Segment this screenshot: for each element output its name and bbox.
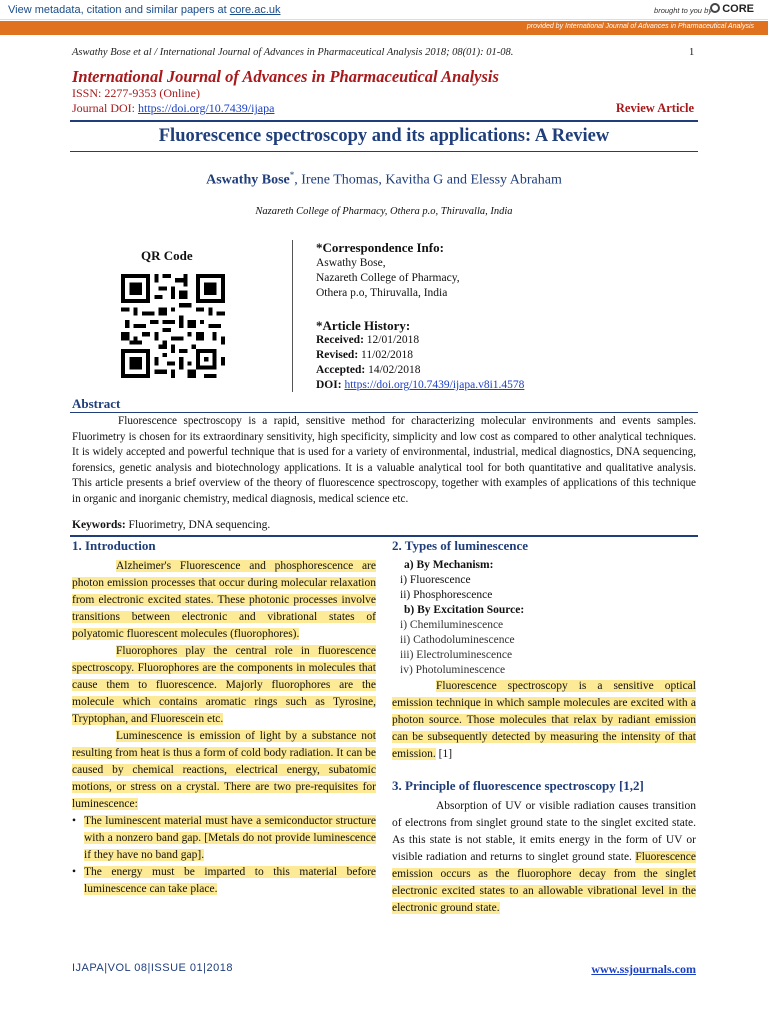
- paper-title: Fluorescence spectroscopy and its applications: A Review: [158, 126, 610, 146]
- article-doi-link[interactable]: https://doi.org/10.7439/ijapa.v8i1.4578: [344, 379, 525, 391]
- journal-doi: Journal DOI: https://doi.org/10.7439/ijapa: [72, 101, 275, 115]
- corresponding-mark: *: [289, 170, 295, 180]
- abstract-rule: [70, 412, 698, 413]
- author-list: Aswathy Bose*, Irene Thomas, Kavitha G and Elessy Abraham: [206, 170, 562, 188]
- journal-title: International Journal of Advances in Pharmaceutical Analysis: [72, 67, 499, 86]
- lead-author: Aswathy Bose: [206, 172, 290, 188]
- list-item: iii) Electroluminescence: [400, 649, 513, 661]
- right-column: [392, 537, 696, 917]
- list-item: ii) Phosphorescence: [400, 589, 493, 601]
- types-paragraph: Fluorescence spectroscopy is a sensitive optical emission technique in which sample molecules are excited with a photon source. Those molecules that relax by radiant emission can be subsequently detected by measuring the intensity of that emission. [1]: [392, 680, 696, 760]
- history-accepted: Accepted: 14/02/2018: [316, 364, 421, 376]
- bullet-icon: •: [72, 815, 77, 827]
- page-number: 1: [689, 47, 695, 58]
- correspondence-line: Aswathy Bose,: [316, 257, 386, 269]
- history-doi: DOI: https://doi.org/10.7439/ijapa.v8i1.4578: [316, 379, 525, 391]
- core-logo[interactable]: CORE: [710, 3, 754, 15]
- mechanism-heading: a) By Mechanism:: [404, 559, 494, 571]
- abstract-body: Fluorescence spectroscopy is a rapid, sensitive method for characterizing molecular environments and events samples. Fluorimetry is chosen for its extraordinary sensitivity, high specificity, simplicity and low cost as compared to other analytical techniques. It is widely accepted and powerful technique that is used for a variety of environmental, industrial, medical diagnostics, DNA sequencing, forensics, genetic analysis and biotechnology applications. It is a valuable analytical tool for both quantitative and qualitative analysis. This article presents a brief overview of the theory of fluorescence spectroscopy, together with examples of applications of this technique in organic and inorganic chemistry, medical diagnosis, medical science etc.: [72, 415, 696, 505]
- principle-paragraph: Absorption of UV or visible radiation causes transition of electrons from singlet ground state to the singlet excited state. As this state is not stable, it emits energy in the form of UV or visible radiation and returns to singlet ground state. Fluorescence emission occurs as the fluorophore decay from the singlet electronic excited states to an allowable vibrational level in the electronic ground state.: [392, 800, 696, 914]
- history-revised: Revised: 11/02/2018: [316, 349, 414, 361]
- correspondence-line: Othera p.o, Thiruvalla, India: [316, 287, 448, 299]
- running-head: Aswathy Bose et al / International Journal of Advances in Pharmaceutical Analysis 2018; 08(01): 01-08.: [72, 47, 514, 58]
- bullet-icon: •: [72, 866, 77, 878]
- footer-journal-issue: IJAPA|VOL 08|ISSUE 01|2018: [72, 962, 233, 974]
- intro-paragraph-3: Luminescence is emission of light by a substance not resulting from heat is thus a form of cold body radiation. It can be caused by chemical reactions, electrical energy, subatomic motions, or stress on a crystal. There are two pre-requisites for luminescence:: [72, 730, 376, 810]
- affiliation: Nazareth College of Pharmacy, Othera p.o, Thiruvalla, India: [255, 206, 513, 217]
- correspondence-line: Nazareth College of Pharmacy,: [316, 272, 460, 284]
- list-item: • The energy must be imparted to this material before luminescence can take place.: [72, 866, 376, 895]
- intro-paragraph-2: Fluorophores play the central role in fluorescence spectroscopy. Fluorophores are the components in molecules that cause them to fluorescence. Majorly fluorophores are the molecule which contains aromatic rings such as Tyrosine, Tryptophan, and Fluorescein etc.: [72, 645, 376, 725]
- provided-by-bar: [0, 21, 768, 35]
- journal-issn: ISSN: 2277-9353 (Online): [72, 86, 200, 100]
- provided-by-text[interactable]: provided by International Journal of Advances in Pharmaceutical Analysis: [526, 23, 754, 30]
- qr-code-image: [121, 271, 225, 381]
- history-heading: *Article History:: [316, 318, 411, 333]
- list-item: i) Fluorescence: [400, 574, 471, 586]
- info-divider: [292, 240, 293, 392]
- qr-label: QR Code: [141, 248, 193, 263]
- article-type: Review Article: [615, 101, 694, 115]
- footer-website-link[interactable]: www.ssjournals.com: [591, 962, 696, 976]
- left-column: [72, 537, 376, 898]
- title-rule: [70, 151, 698, 152]
- journal-doi-link[interactable]: https://doi.org/10.7439/ijapa: [138, 101, 275, 115]
- history-received: Received: 12/01/2018: [316, 334, 420, 346]
- core-banner: [0, 0, 768, 20]
- list-item: • The luminescent material must have a semiconductor structure with a nonzero band gap. [Metals do not provide luminescence if they have no band gap].: [72, 815, 376, 861]
- list-item: ii) Cathodoluminescence: [400, 634, 515, 646]
- section-heading-types: 2. Types of luminescence: [392, 538, 529, 553]
- list-item: i) Chemiluminescence: [400, 619, 504, 631]
- correspondence-heading: *Correspondence Info:: [316, 240, 444, 255]
- core-metadata-link[interactable]: View metadata, citation and similar papers at core.ac.uk: [8, 4, 281, 16]
- excitation-heading: b) By Excitation Source:: [404, 604, 525, 616]
- header-rule: [70, 120, 698, 122]
- section-heading-introduction: 1. Introduction: [72, 538, 156, 553]
- abstract-heading: Abstract: [72, 396, 121, 411]
- list-item: iv) Photoluminescence: [400, 664, 506, 676]
- intro-paragraph-1: Alzheimer's Fluorescence and phosphorescence are photon emission processes that occur during molecular relaxation from electronic excited states. These photonic processes involve transitions between electronic and vibrational states of polyatomic fluorescent molecules (fluorophores).: [72, 560, 376, 640]
- core-logo-icon: [710, 3, 720, 13]
- core-brought-text: brought to you by: [654, 6, 712, 15]
- keywords: Keywords: Fluorimetry, DNA sequencing.: [72, 519, 271, 531]
- section-heading-principle: 3. Principle of fluorescence spectroscopy [1,2]: [392, 778, 644, 793]
- prerequisite-list: [72, 813, 376, 898]
